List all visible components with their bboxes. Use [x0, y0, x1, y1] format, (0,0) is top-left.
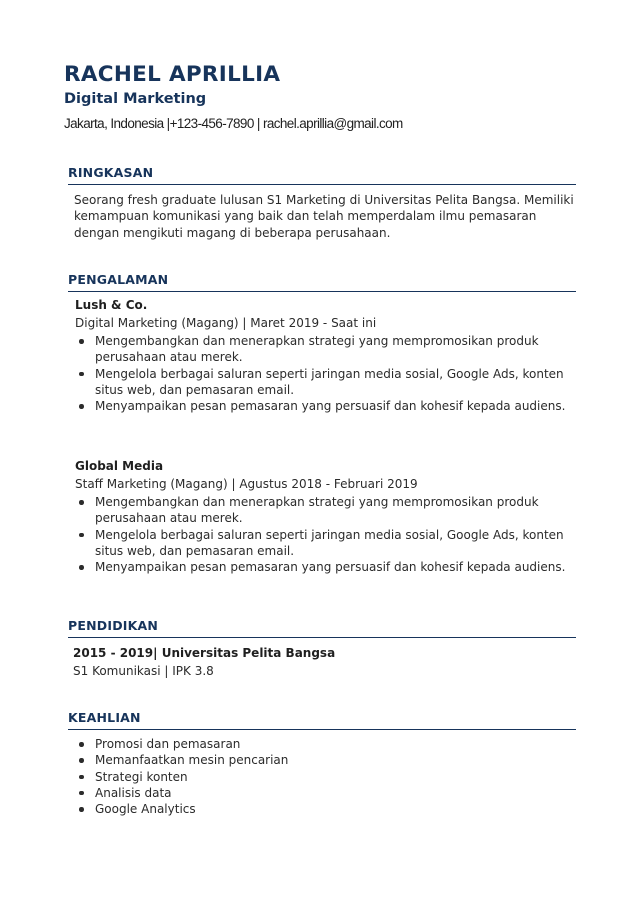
job-company: Lush & Co.	[75, 298, 148, 312]
list-item	[76, 527, 576, 560]
section-divider	[68, 729, 576, 730]
list-item-text: Mengembangkan dan menerapkan strategi yang mempromosikan produk perusahaan atau merek.	[95, 334, 539, 365]
list-item	[76, 559, 576, 575]
list-item	[76, 366, 576, 399]
list-item-text: Google Analytics	[95, 802, 196, 817]
experience-section-header	[68, 271, 576, 292]
list-item-text: Mengembangkan dan menerapkan strategi yang mempromosikan produk perusahaan atau merek.	[95, 495, 539, 526]
list-item-text: Promosi dan pemasaran	[95, 737, 241, 751]
section-divider	[68, 637, 576, 638]
job-position-line: Staff Marketing (Magang) | Agustus 2018 - Februari 2019	[75, 477, 418, 491]
list-item-text: Strategi konten	[95, 769, 188, 784]
list-item-text: Menyampaikan pesan pemasaran yang persuasif dan kohesif kepada audiens.	[95, 560, 566, 575]
skills-section-header	[68, 709, 576, 730]
education-title: PENDIDIKAN	[68, 618, 159, 633]
job-bullets	[76, 333, 576, 414]
summary-title: RINGKASAN	[68, 165, 154, 180]
list-item	[76, 752, 576, 768]
section-divider	[68, 184, 576, 185]
list-item-text: Analisis data	[95, 785, 172, 800]
section-divider	[68, 291, 576, 292]
skills-list	[76, 736, 576, 817]
list-item	[76, 769, 576, 785]
skills-title: KEAHLIAN	[68, 710, 141, 725]
list-item-text: Memanfaatkan mesin pencarian	[95, 753, 289, 768]
experience-title: PENGALAMAN	[68, 272, 169, 287]
list-item-text: Menyampaikan pesan pemasaran yang persuasif dan kohesif kepada audiens.	[95, 399, 566, 414]
list-item	[76, 736, 576, 752]
candidate-role: Digital Marketing	[64, 91, 207, 107]
job-position-line: Digital Marketing (Magang) | Maret 2019 - Saat ini	[75, 316, 377, 330]
summary-text: Seorang fresh graduate lulusan S1 Marketing di Universitas Pelita Bangsa. Memiliki kemampuan komunikasi yang baik dan telah memperdalam ilmu pemasaran dengan mengikuti magang di beberapa perusahaan.	[74, 193, 574, 240]
list-item	[76, 333, 576, 366]
education-heading: 2015 - 2019| Universitas Pelita Bangsa	[73, 646, 336, 660]
list-item-text: Mengelola berbagai saluran seperti jaringan media sosial, Google Ads, konten situs web, dan pemasaran email.	[95, 366, 564, 397]
list-item	[76, 494, 576, 527]
list-item-text: Mengelola berbagai saluran seperti jaringan media sosial, Google Ads, konten situs web, dan pemasaran email.	[95, 527, 564, 558]
job-bullets	[76, 494, 576, 575]
candidate-name: RACHEL APRILLIA	[64, 62, 281, 87]
job-company: Global Media	[75, 459, 164, 473]
list-item	[76, 398, 576, 414]
education-section-header	[68, 617, 576, 638]
list-item	[76, 785, 576, 801]
summary-section-header	[68, 164, 576, 185]
contact-info: Jakarta, Indonesia |+123-456-7890 | rachel.aprillia@gmail.com	[64, 116, 403, 131]
education-detail: S1 Komunikasi | IPK 3.8	[73, 664, 214, 678]
list-item	[76, 801, 576, 817]
